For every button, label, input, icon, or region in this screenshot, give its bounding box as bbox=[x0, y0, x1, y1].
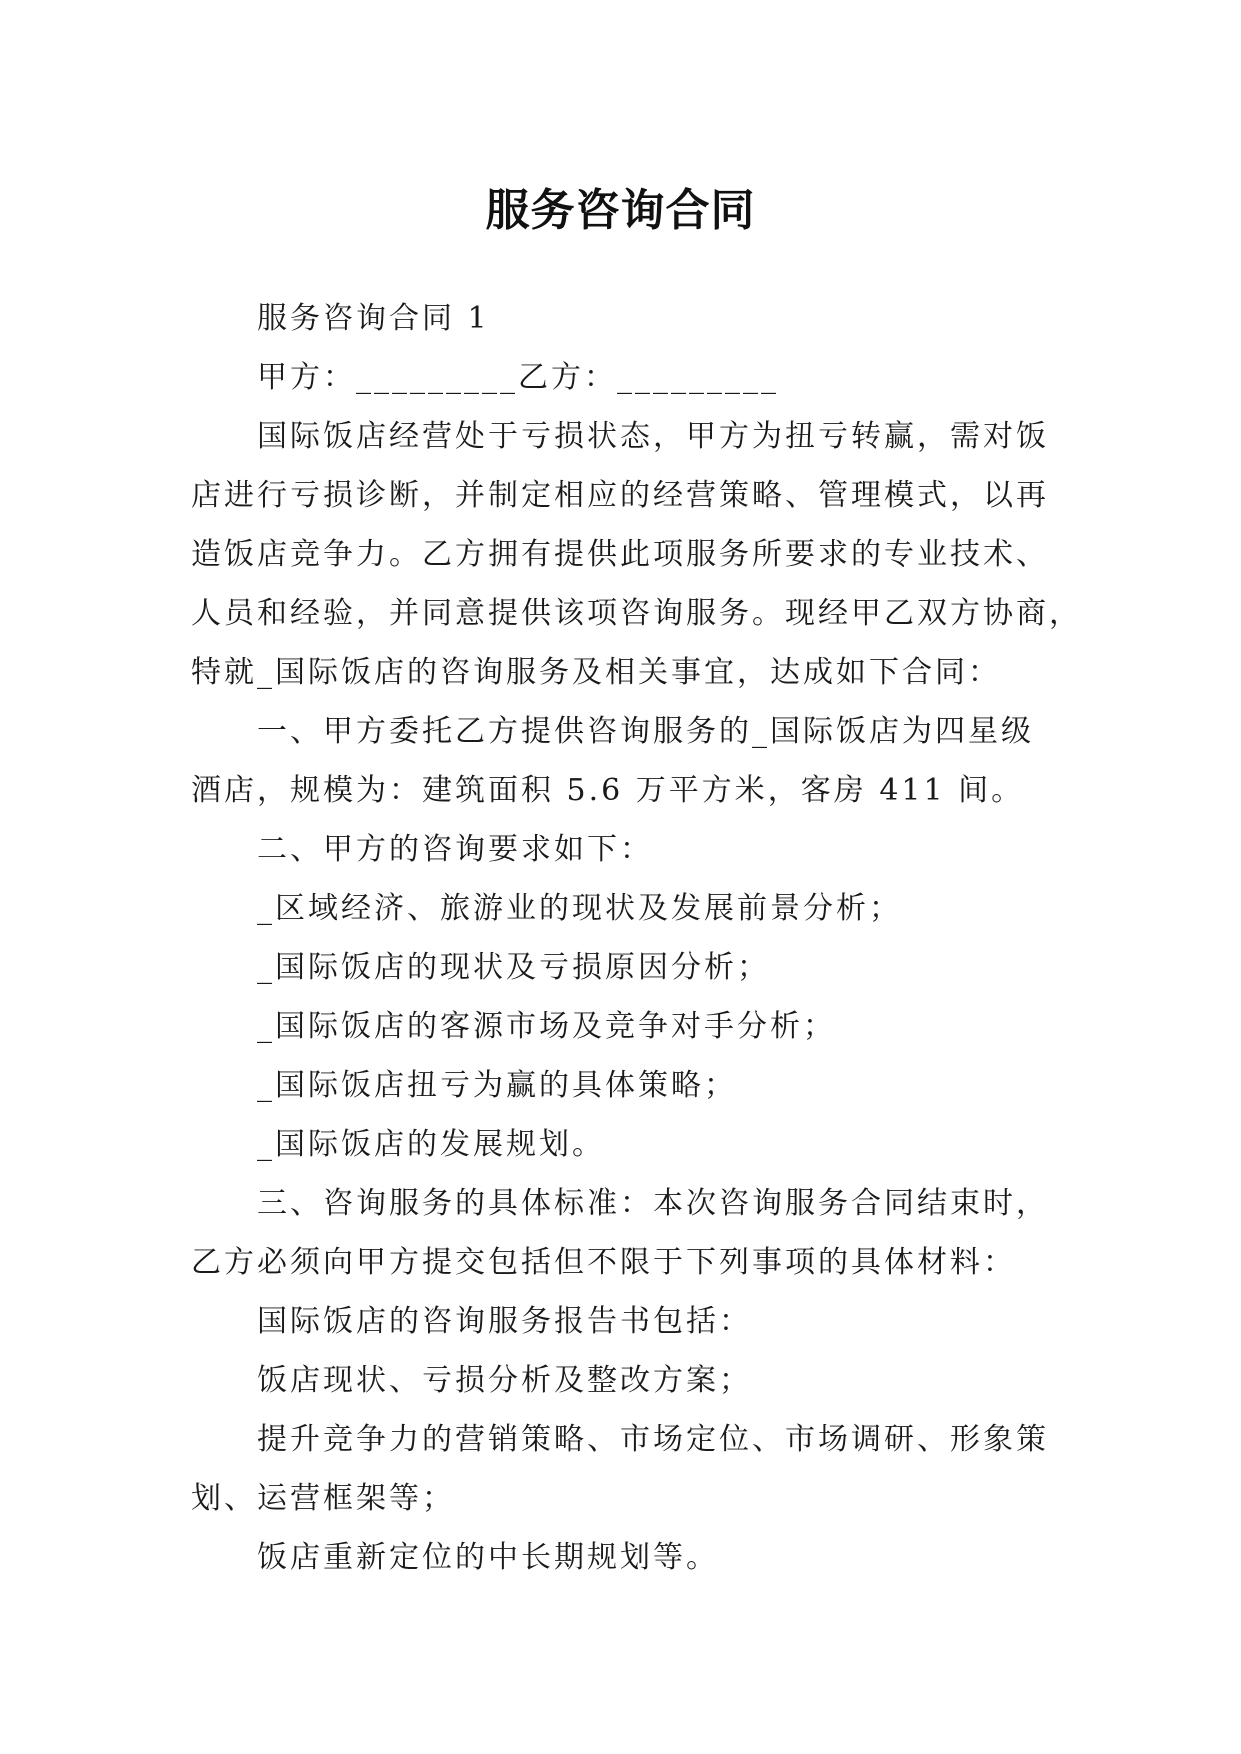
paragraph-line: 国际饭店经营处于亏损状态，甲方为扭亏转赢，需对饭 bbox=[257, 419, 1049, 454]
list-item: _国际饭店的现状及亏损原因分析； bbox=[257, 950, 770, 985]
paragraph-line: 一、甲方委托乙方提供咨询服务的_国际饭店为四星级 bbox=[257, 714, 1034, 749]
paragraph-line: 造饭店竞争力。乙方拥有提供此项服务所要求的专业技术、 bbox=[191, 537, 1049, 572]
paragraph-line: 店进行亏损诊断，并制定相应的经营策略、管理模式，以再 bbox=[191, 478, 1049, 513]
paragraph-line: 三、咨询服务的具体标准：本次咨询服务合同结束时， bbox=[257, 1186, 1049, 1221]
document-body bbox=[191, 289, 1082, 1587]
list-item: _国际饭店的发展规划。 bbox=[257, 1127, 605, 1162]
document-title: 服务咨询合同 bbox=[485, 185, 756, 237]
paragraph-line: 甲方：_________乙方：_________ bbox=[257, 360, 779, 395]
list-item: _国际饭店扭亏为赢的具体策略； bbox=[257, 1068, 737, 1103]
paragraph-line: 二、甲方的咨询要求如下： bbox=[257, 832, 653, 867]
paragraph-line: 服务咨询合同 1 bbox=[257, 301, 490, 336]
list-item: _区域经济、旅游业的现状及发展前景分析； bbox=[257, 891, 902, 926]
paragraph-line: 特就_国际饭店的咨询服务及相关事宜，达成如下合同： bbox=[191, 655, 1001, 690]
list-item: 提升竞争力的营销策略、市场定位、市场调研、形象策 bbox=[257, 1422, 1049, 1457]
list-item: _国际饭店的客源市场及竞争对手分析； bbox=[257, 1009, 836, 1044]
list-item: 饭店重新定位的中长期规划等。 bbox=[257, 1540, 719, 1575]
paragraph-line: 划、运营框架等； bbox=[191, 1481, 455, 1516]
paragraph-line: 乙方必须向甲方提交包括但不限于下列事项的具体材料： bbox=[191, 1245, 1016, 1280]
paragraph-line: 人员和经验，并同意提供该项咨询服务。现经甲乙双方协商， bbox=[191, 596, 1082, 631]
paragraph-line: 国际饭店的咨询服务报告书包括： bbox=[257, 1304, 752, 1339]
paragraph-line: 酒店，规模为：建筑面积 5.6 万平方米，客房 411 间。 bbox=[191, 773, 1025, 808]
list-item: 饭店现状、亏损分析及整改方案； bbox=[257, 1363, 752, 1398]
